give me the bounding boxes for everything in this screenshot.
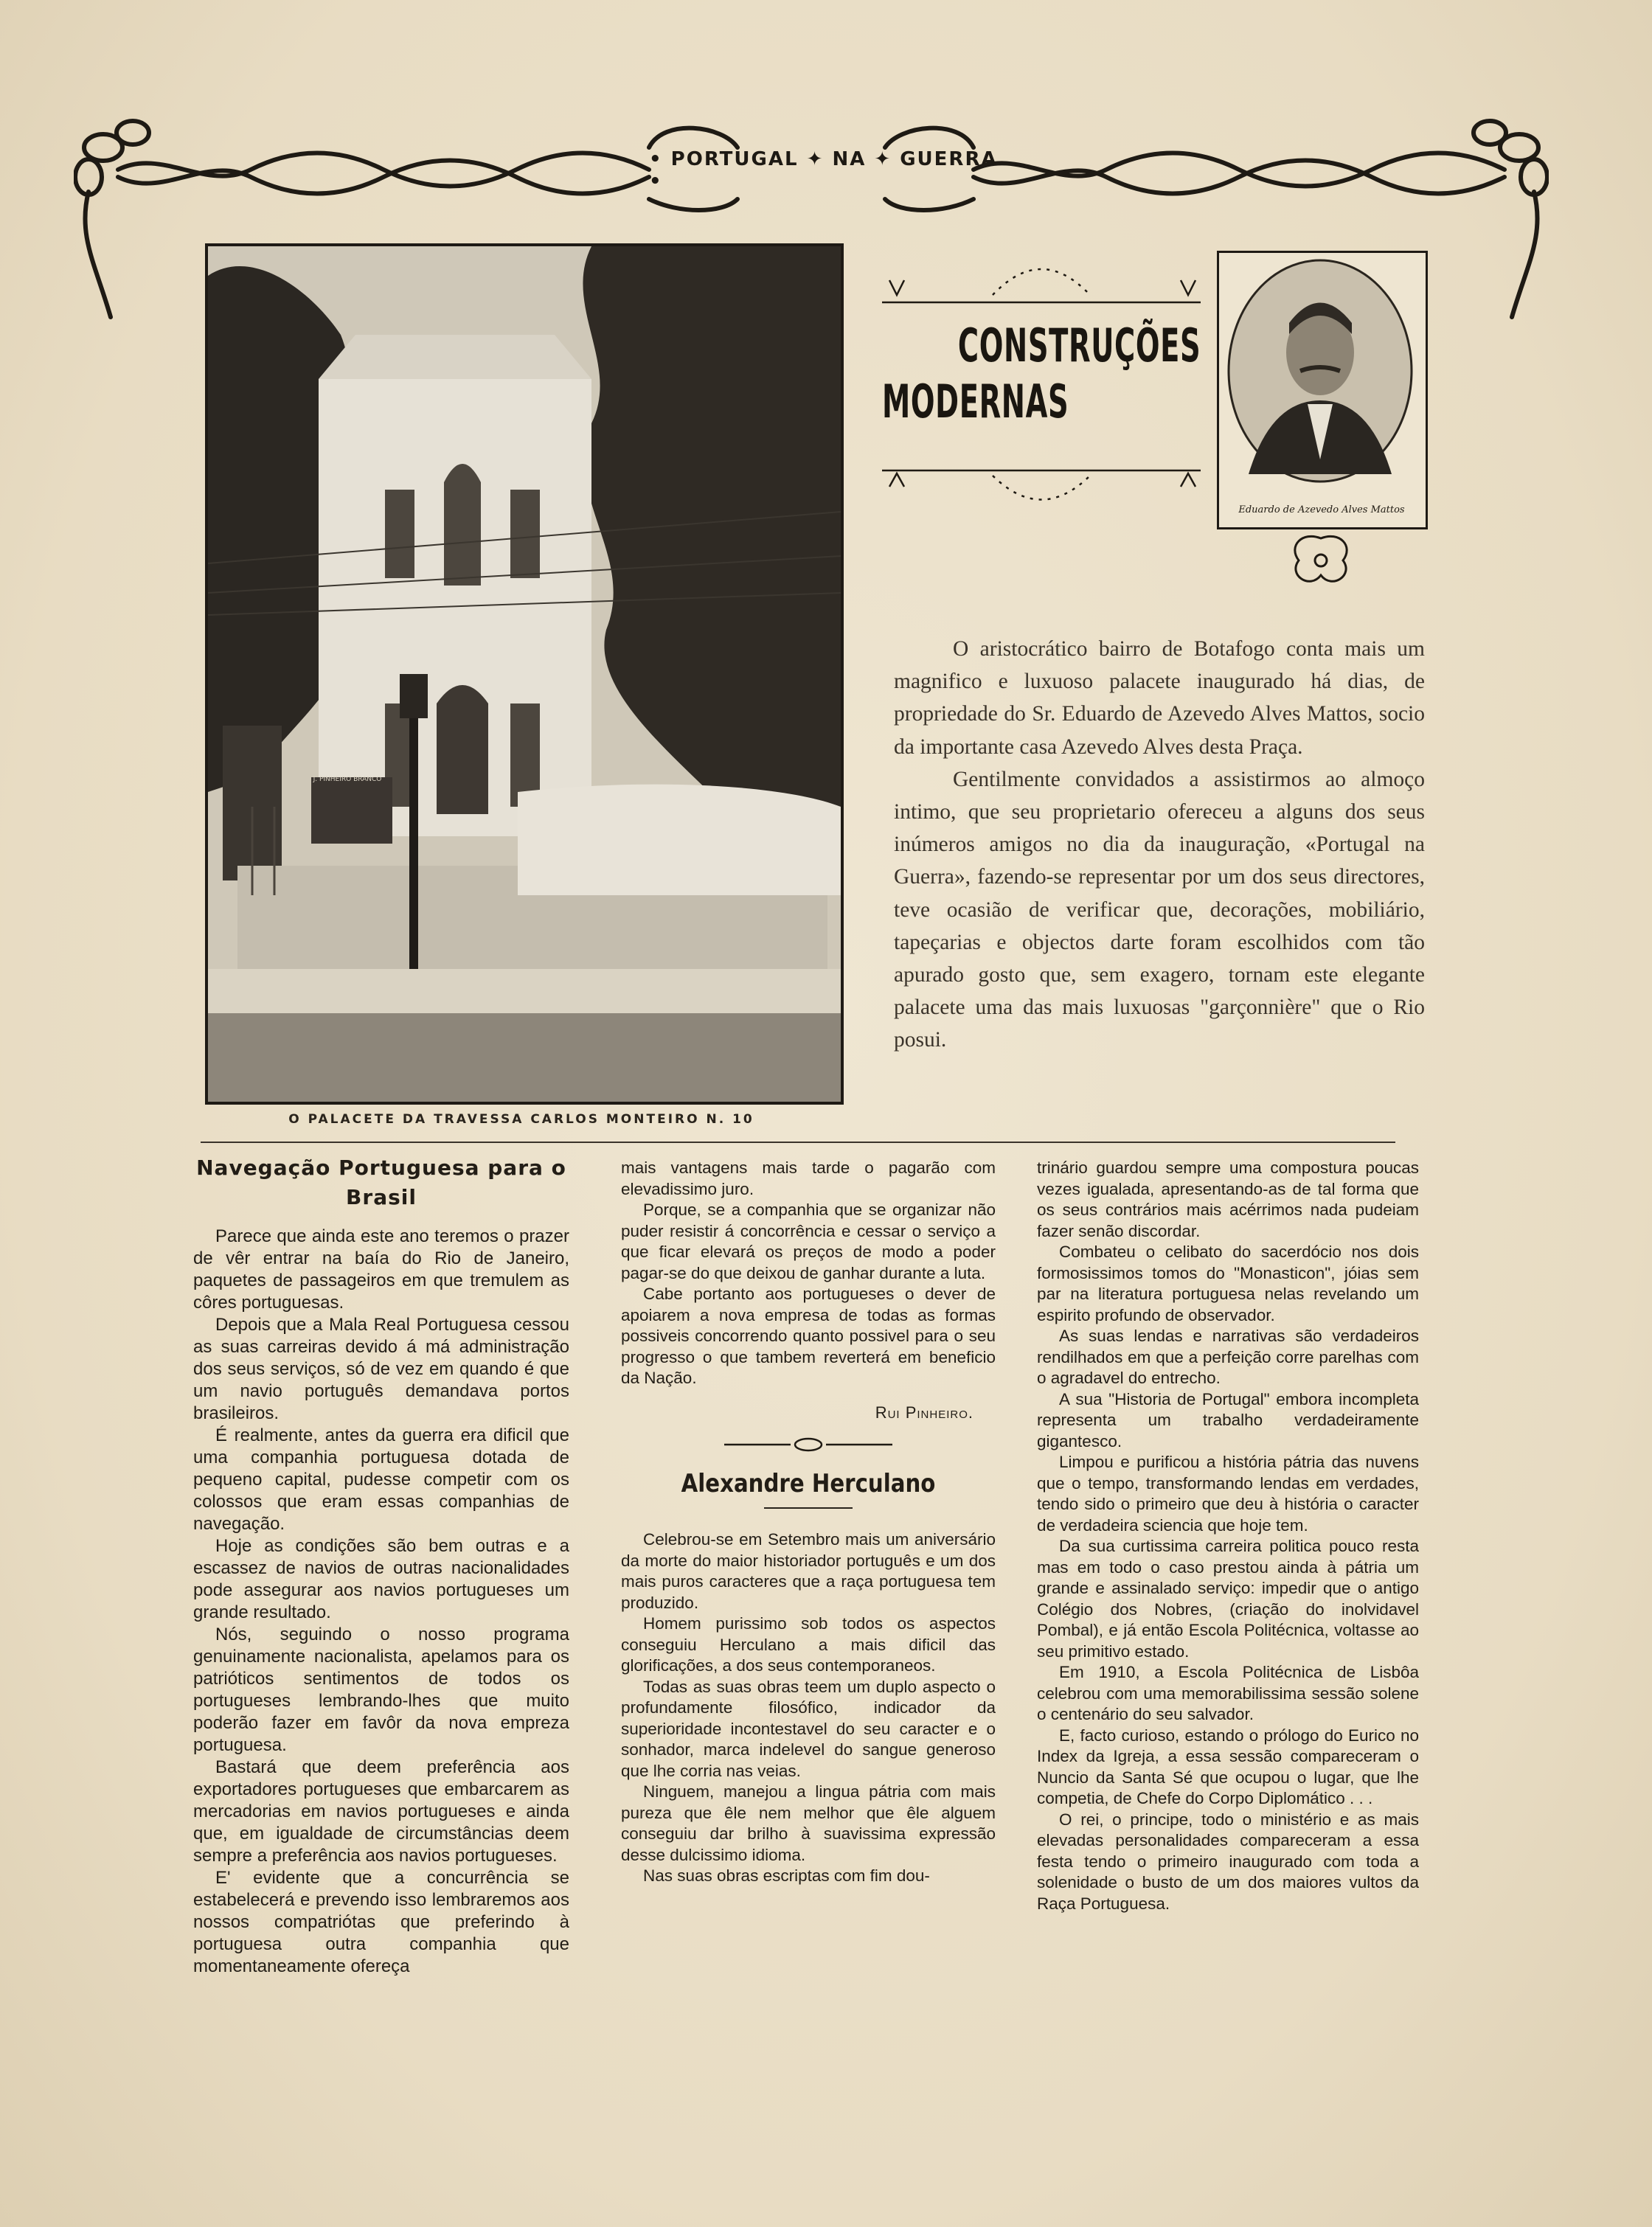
paragraph: Nas suas obras escriptas com fim dou- <box>643 1866 930 1885</box>
main-article-paragraph: O aristocrático bairro de Botafogo conta mais um magnifico e luxuoso palacete inaugurado há dias, de propriedade do Sr. Eduardo de Azevedo Alves Mattos, socio da importante casa Azevedo Alves desta Praça. <box>894 637 1425 759</box>
paragraph: As suas lendas e narrativas são verdadeiros rendilhados em que a perfeição corre parelhas com o agradavel do entrecho. <box>1037 1327 1419 1387</box>
paragraph: O rei, o principe, todo o ministério e as mais elevadas personalidades compareceram a essa festa tendo o primeiro inaugurado com toda a solenidade o busto de um dos maiores vultos da Raça Portuguesa. <box>1037 1810 1419 1913</box>
paragraph: Hoje as condições são bem outras e a escassez de navios de outras nacionalidades pode assegurar aos navios portugueses um grande resultado. <box>193 1536 569 1622</box>
portrait-caption: Eduardo de Azevedo Alves Mattos <box>1238 504 1405 515</box>
column-right <box>1037 1158 1419 1914</box>
divider-ornament <box>621 1434 996 1456</box>
portrait-frame <box>1217 251 1428 529</box>
main-article <box>894 633 1425 1057</box>
paragraph: Combateu o celibato do sacerdócio nos dois formosissimos tomos do "Monasticon", jóias sem par na literatura portuguesa nelas revelando um espirito profundo de observador. <box>1037 1243 1419 1324</box>
paragraph: Limpou e purificou a história pátria das nuvens que o tempo, transformando lendas em verdades, tendo sido o primeiro que deu à história o caracter de verdadeira sciencia que hoje tem. <box>1037 1453 1419 1535</box>
paragraph: Parece que ainda este ano teremos o prazer de vêr entrar na baía do Rio de Janeiro, paquetes de passageiros em que tremulem as côres portuguesas. <box>193 1226 569 1313</box>
paragraph: Nós, seguindo o nosso programa genuinamente nacionalista, apelamos para os patrióticos sentimentos de todos os portugueses lembrando-lhes que muito poderão fazer em favôr da nova empreza portuguesa. <box>193 1625 569 1755</box>
paragraph: Em 1910, a Escola Politécnica de Lisbôa celebrou com uma memorabilissima sessão solene o centenário do seu salvador. <box>1037 1663 1419 1723</box>
signature: Rui Pinheiro. <box>875 1403 974 1422</box>
horizontal-rule <box>201 1142 1395 1143</box>
paragraph: E' evidente que a concurrência se estabelecerá e prevendo isso lembraremos aos nossos compatriótas que preferindo à portuguesa outra companhia que momentaneamente ofereça <box>193 1868 569 1976</box>
title-line-2: MODERNAS <box>882 375 1069 428</box>
title-line-1: CONSTRUÇÕES <box>957 319 1201 372</box>
main-article-paragraph: Gentilmente convidados a assistirmos ao almoço intimo, que seu proprietario ofereceu a alguns dos seus inúmeros amigos no dia da inauguração, «Portugal na Guerra», fazendo-se representar por um dos seus directores, teve ocasião de verificar que, decorações, mobiliário, tapeçarias e objectos darte foram escolhidos com tão apurado gosto que, sem exagero, tornam este elegante palacete uma das mais luxuosas "garçonnière" que o Rio posui. <box>894 767 1425 1052</box>
paragraph: Porque, se a companhia que se organizar não puder resistir á concorrência e cessar o serviço a que ficar elevará os preços de modo a poder pagar-se do que deixou de ganhar durante a luta. <box>621 1201 996 1282</box>
short-rule <box>764 1507 853 1509</box>
paragraph: Todas as suas obras teem um duplo aspecto o profundamente filosófico, indicador da superioridade incontestavel do seu caracter e o sonhador, marca indelevel do sangue generoso que lhe corria nas veias. <box>621 1677 996 1780</box>
paragraph: Da sua curtissima carreira politica pouco resta mas em todo o caso prestou ainda à pátria um grande e assinalado serviço: impedir que o antigo Colégio dos Nobres, (criação do inolvidavel Pombal), e já então Escola Politécnica, voltasse ao seu primitivo estado. <box>1037 1537 1419 1661</box>
paragraph: Depois que a Mala Real Portuguesa cessou as suas carreiras devido á má administração dos seus serviços, só de vez em quando é que um navio português demandava portos brasileiros. <box>193 1315 569 1423</box>
paragraph: E, facto curioso, estando o prólogo do Eurico no Index da Igreja, a essa sessão compareceram o Nuncio da Santa Sé que ocupou o lugar, que lhe competia, de Chefe do Corpo Diplomático . . . <box>1037 1726 1419 1807</box>
column-middle <box>621 1158 996 1887</box>
heading-herculano: Alexandre Herculano <box>681 1468 936 1498</box>
paragraph: A sua "Historia de Portugal" embora incompleta representa um trabalho verdadeiramente gigantesco. <box>1037 1389 1419 1450</box>
portrait-image <box>1219 253 1421 523</box>
masthead-title: • PORTUGAL ✦ NA ✦ GUERRA • <box>649 148 998 192</box>
palacete-photograph <box>205 243 844 1105</box>
paragraph: Homem purissimo sob todos os aspectos conseguiu Herculano a mais dificil das glorificações, a dos seus contemporaneos. <box>621 1614 996 1675</box>
paragraph: Celebrou-se em Setembro mais um aniversário da morte do maior historiador português e um dos mais puros caracteres que a raça portuguesa tem produzido. <box>621 1530 996 1612</box>
photo-caption: O PALACETE DA TRAVESSA CARLOS MONTEIRO N. 10 <box>288 1112 754 1127</box>
article-title-block <box>882 251 1201 501</box>
paragraph: Bastará que deem preferência aos exportadores portugueses que embarcarem as mercadorias em navios portugueses e ainda que, em igualdade de circumstâncias deem sempre a preferência aos navios portugueses. <box>193 1757 569 1866</box>
building-sign-text: J. PINHEIRO BRANCO <box>313 776 382 783</box>
paragraph: Cabe portanto aos portugueses o dever de apoiarem a nova empresa de todas as formas possiveis concorrendo quanto possivel para o seu progresso o que tambem reverterá em beneficio da Nação. <box>621 1285 996 1387</box>
column-navegacao <box>193 1153 569 1978</box>
palacete-illustration <box>208 246 841 1102</box>
paragraph: É realmente, antes da guerra era dificil que uma companhia portuguesa dotada de pequeno capital, pudesse competir com os colossos que eram essas companhias de navegação. <box>193 1425 569 1534</box>
paragraph: mais vantagens mais tarde o pagarão com elevadissimo juro. <box>621 1158 996 1198</box>
paragraph: trinário guardou sempre uma compostura poucas vezes igualada, apresentando-as de tal forma que os seus contrários mais acérrimos nada pudeiam fazer senão discordar. <box>1037 1158 1419 1240</box>
paragraph: Ninguem, manejou a lingua pátria com mais pureza que êle nem melhor que êle alguem conseguiu dar brilho à suavissima expressão desse dulcissimo idioma. <box>621 1782 996 1864</box>
flower-ornament <box>1280 531 1361 597</box>
column-heading: Navegação Portuguesa para o Brasil <box>196 1156 566 1209</box>
